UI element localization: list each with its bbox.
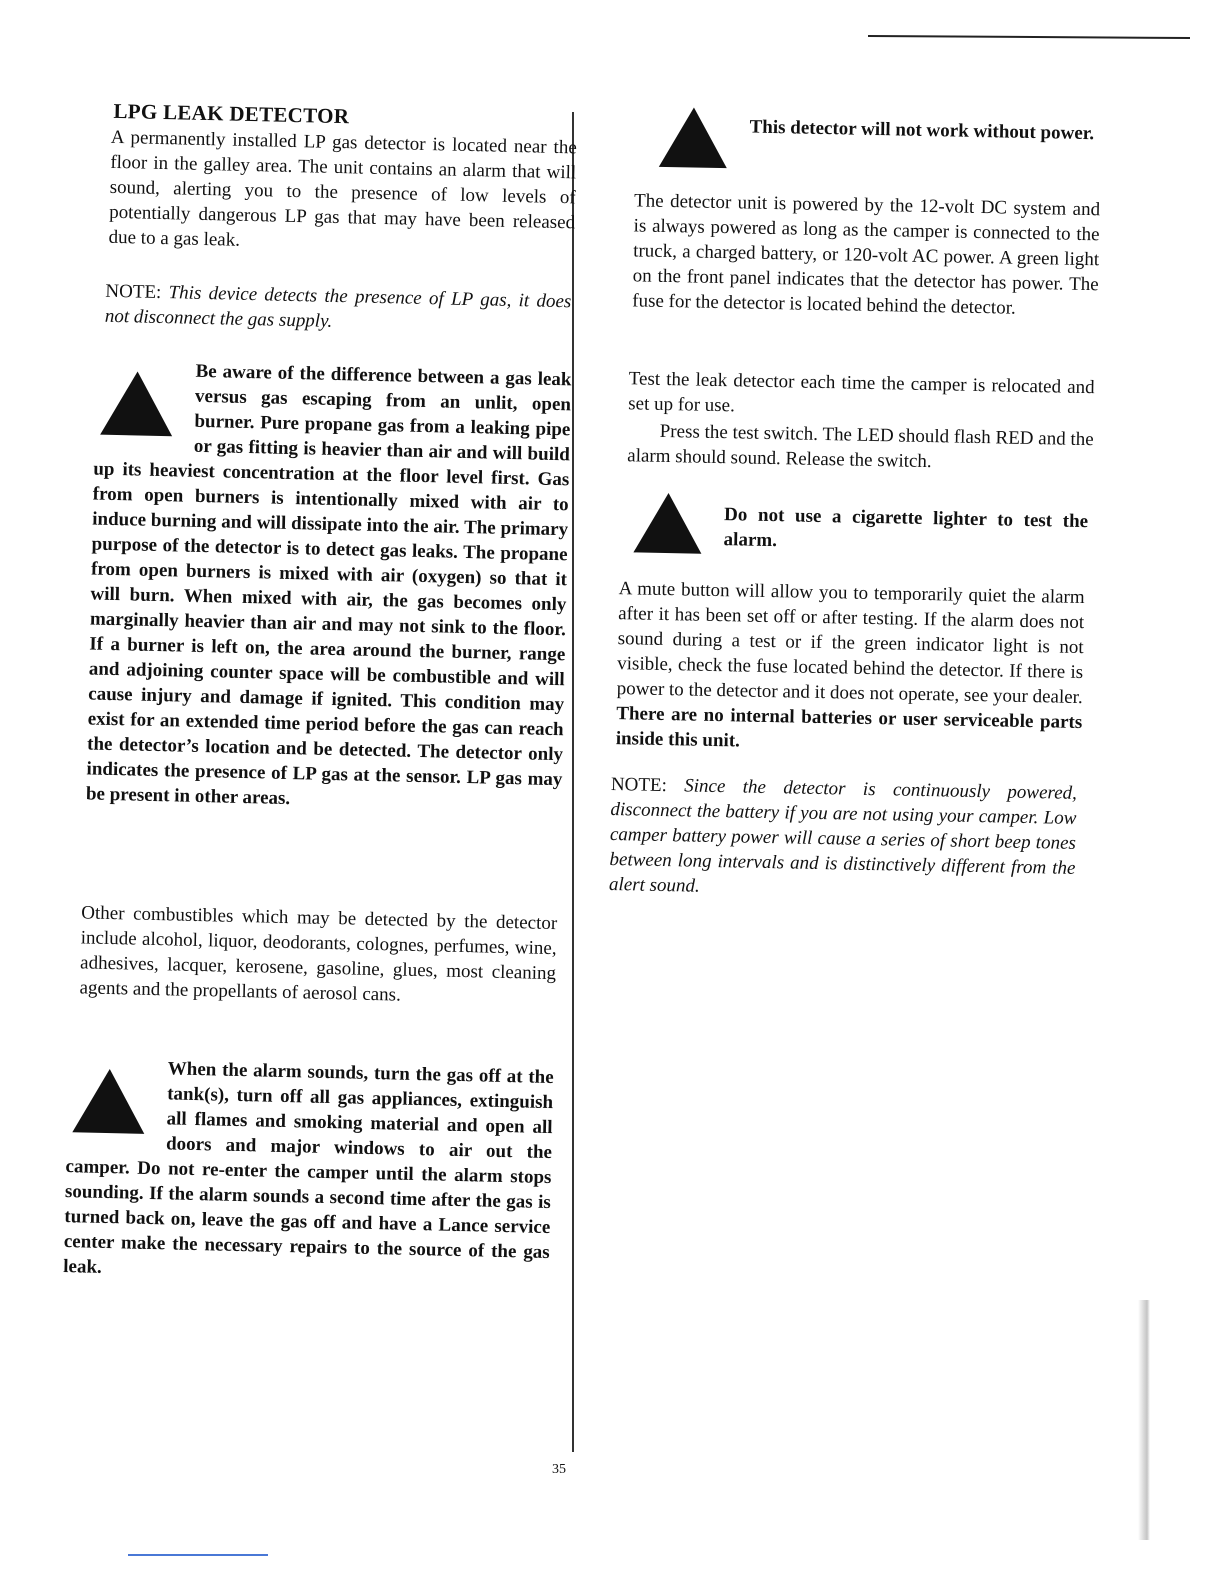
warning-triangle-icon: [659, 107, 728, 168]
right-column: [608, 0, 1101, 897]
mute-paragraph: [616, 576, 1085, 760]
note-text: Since the detector is continuously powered, disconnect the battery if you are not using your camper. Low camper battery power will cause a series of short beep tones between long intervals and is distinctively different from the alert sound.: [608, 775, 1078, 897]
scan-edge-artifact: [1138, 1300, 1158, 1540]
column-divider: [572, 112, 574, 1452]
note-text: This device detects the presence of LP gas, it does not disconnect the gas supply.: [104, 282, 572, 332]
mute-text: A mute button will allow you to temporarily quiet the alarm after it has been set off or after testing. If the alarm does not sound during a test or if the green indicator light is not visible, check the fuse located behind the detector. If there is power to the detector and it does not operate, see your dealer.: [616, 578, 1085, 709]
test-paragraph: Test the leak detector each time the camper is relocated and set up for use.: [628, 368, 1095, 417]
note-label: NOTE:: [105, 280, 162, 304]
press-paragraph: Press the test switch. The LED should flash RED and the alarm should sound. Release the switch.: [627, 420, 1094, 473]
warning-gas-difference: Be aware of the difference between a gas leak versus gas escaping from an unlit, open burner. Pure propane gas from a leaking pipe or gas fitting is heavier than air and will build up its heaviest concentration at the floor level first. Gas from open burners is intentionally mixed with air to induce burning and will dissipate into the air. The primary purpose of the detector is to detect gas leaks. The propane from open burners is mixed with air (oxygen) so that it will burn. When mixed with air, the gas becomes only marginally heavier than air and may not sink to the floor. If a burner is left on, the area around the burner, range and adjoining counter space will be combustible and will cause injury and damage if ignited. This condition may exist for an extended time period before the gas can reach the detector’s location and be detected. The detector only indicates the presence of LP gas at the sensor. LP gas may be present in other areas.: [85, 360, 572, 810]
warning-power: This detector will not work without power.: [653, 105, 1106, 184]
warning-triangle-icon: [100, 371, 173, 437]
intro-paragraph: A permanently installed LP gas detector is located near the floor in the galley area. The unit contains an alarm that will sound, alerting you to the presence of low levels of potentially dangerous LP gas that may have been released due to a gas leak.: [108, 126, 578, 251]
note-paragraph: [105, 279, 572, 340]
mute-bold-text: There are no internal batteries or user serviceable parts inside this unit.: [615, 703, 1083, 752]
warning-triangle-icon: [633, 492, 702, 553]
battery-note: [609, 772, 1077, 906]
bottom-mark: [128, 1554, 268, 1556]
left-column: [63, 0, 578, 1278]
page-number: 35: [552, 1462, 566, 1477]
warning-triangle-icon: [72, 1068, 145, 1134]
power-paragraph: The detector unit is powered by the 12-volt DC system and is always powered as long as the camper is connected to the truck, a charged battery, or 120-volt AC power. A green light on the front panel indicates that the detector has power. The fuse for the detector is located behind the detector.: [632, 190, 1101, 319]
note-label: NOTE:: [610, 774, 668, 797]
section-title: LPG LEAK DETECTOR: [113, 98, 350, 129]
top-rule: [868, 35, 1190, 39]
warning-lighter: Do not use a cigarette lighter to test the alarm.: [627, 490, 1088, 569]
warning-alarm-sounds: When the alarm sounds, turn the gas off at the tank(s), turn off all gas appliances, extinguish all flames and smoking material and open all doors and major windows to air out the camper. Do not re-enter the camper until the alarm stops sounding. If the alarm sounds a second time after the gas is turned back on, leave the gas off and have a Lance service center make the necessary repairs to the source of the gas leak.: [63, 1058, 554, 1278]
combustibles-paragraph: Other combustibles which may be detected by the detector include alcohol, liquor, deodorants, colognes, perfumes, wine, adhesives, lacquer, kerosene, gasoline, glues, most cleaning agents and the propellants of aerosol cans.: [79, 902, 558, 1006]
